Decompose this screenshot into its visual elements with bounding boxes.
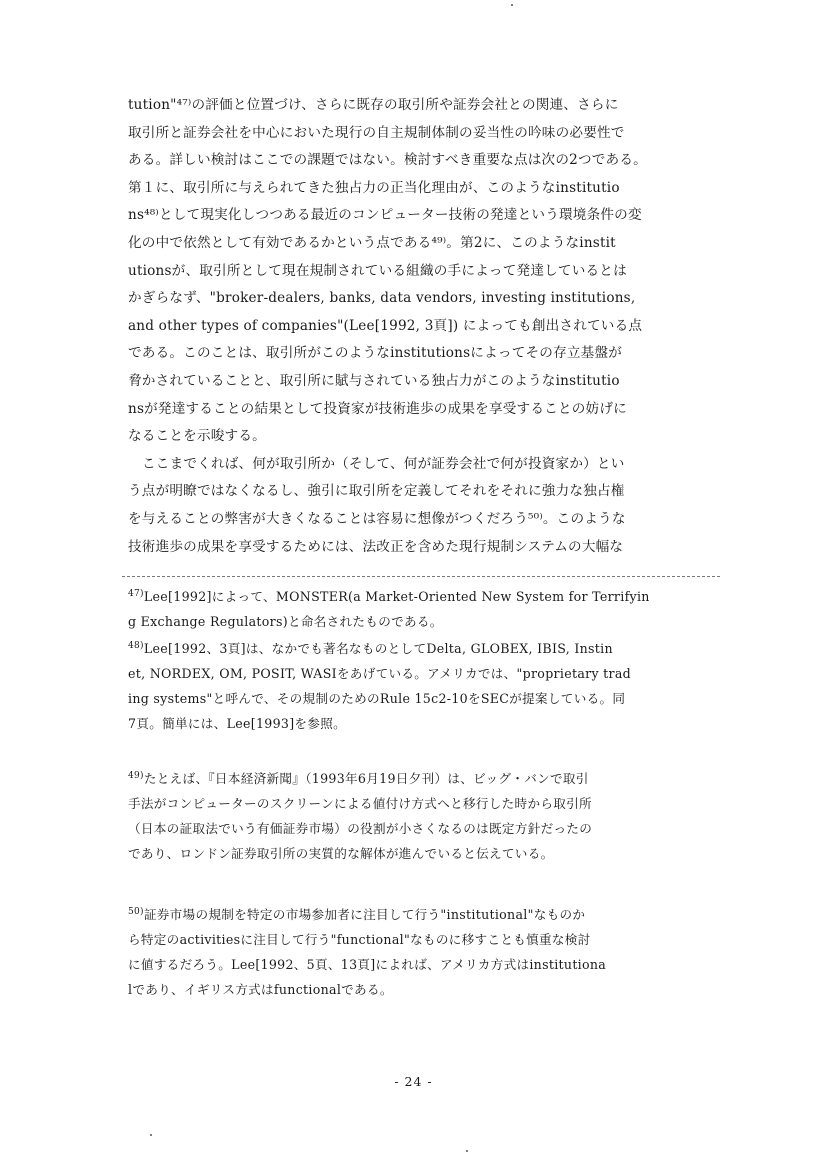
footnote-separator xyxy=(122,576,720,577)
footnote-line: $^{48)}$Lee[1992、3頁]は、なかでも著名なものとしてDelta, GLOBEX, IBIS, Instin xyxy=(128,640,613,656)
body-line: である。このことは、取引所がこのようなinstitutionsによってその存立基盤が xyxy=(128,345,623,362)
footnote-mark: 49) xyxy=(128,770,144,781)
body-line: 第１に、取引所に与えられてきた独占力の正当化理由が、このようなinstitutio xyxy=(128,179,620,196)
body-line: かぎらなず、"broker-dealers, banks, data vendors, investing institutions, xyxy=(128,290,636,307)
footnote-48 xyxy=(128,636,724,736)
footnote-line: $^{50)}$証券市場の規制を特定の市場参加者に注目して行う"institutional"なものか xyxy=(128,906,586,922)
body-line: ここまでくれば、何が取引所か（そして、何が証券会社で何が投資家か）とい xyxy=(142,455,625,472)
footnote-line: ing systems"と呼んで、その規制のためのRule 15c2-10をSECが提案している。同 xyxy=(128,691,626,706)
footnote-mark: 50) xyxy=(128,906,144,917)
footnote-line: $^{47)}$Lee[1992]によって、MONSTER(a Market-Oriented New System for Terrifyin xyxy=(128,588,650,604)
body-line: ns⁴⁸⁾として現実化しつつある最近のコンピューター技術の発達という環境条件の変 xyxy=(128,207,642,224)
scan-speck xyxy=(466,1150,468,1152)
body-line: tution"⁴⁷⁾の評価と位置づけ、さらに既存の取引所や証券会社との関連、さらに xyxy=(128,97,619,113)
footnote-line: に値するだろう。Lee[1992、5頁、13頁]によれば、アメリカ方式はinstitutiona xyxy=(128,957,607,972)
footnote-line: et, NORDEX, OM, POSIT, WASIをあげている。アメリカでは、"proprietary trad xyxy=(128,666,632,681)
footnote-mark: 48) xyxy=(128,640,144,651)
footnote-49 xyxy=(128,766,724,866)
scan-speck xyxy=(511,4,513,6)
footnote-50 xyxy=(128,902,724,1002)
footnote-47 xyxy=(128,584,724,634)
footnote-mark: 47) xyxy=(128,588,144,599)
footnote-line: （日本の証取法でいう有価証券市場）の役割が小さくなるのは既定方針だったの xyxy=(128,821,593,836)
body-line: nsが発達することの結果として投資家が技術進歩の成果を享受することの妨げに xyxy=(128,400,627,417)
body-line: 化の中で依然として有効であるかという点である⁴⁹⁾。第2に、このようなinstit xyxy=(128,234,616,251)
body-line: う点が明瞭ではなくなるし、強引に取引所を定義してそれをそれに強力な独占権 xyxy=(128,483,625,500)
body-line: ある。詳しい検討はここでの課題ではない。検討すべき重要な点は次の2つである。 xyxy=(128,152,647,169)
footnote-line: であり、ロンドン証券取引所の実質的な解体が進んでいると伝えている。 xyxy=(128,846,554,861)
scan-speck xyxy=(150,1134,152,1136)
page-number: - 24 - xyxy=(394,1074,433,1089)
body-line: and other types of companies"(Lee[1992, 3頁]) によっても創出されている点 xyxy=(128,317,643,334)
footnote-line: $^{49)}$たとえば、『日本経済新聞』（1993年6月19日夕刊）は、ビッグ・バンで取引 xyxy=(128,770,589,786)
footnote-line: lであり、イギリス方式はfunctionalである。 xyxy=(128,982,393,997)
footnote-line: g Exchange Regulators)と命名されたものである。 xyxy=(128,614,443,629)
footnote-line: ら特定のactivitiesに注目して行う"functional"なものに移すことも慎重な検討 xyxy=(128,932,591,947)
body-line: 脅かされていることと、取引所に賦与されている独占力がこのようなinstitutio xyxy=(128,372,620,389)
body-line: を与えることの弊害が大きくなることは容易に想像がつくだろう⁵⁰⁾。このような xyxy=(128,510,626,527)
main-text xyxy=(128,92,724,561)
footnote-line: 手法がコンピューターのスクリーンによる値付け方式へと移行した時から取引所 xyxy=(128,796,592,811)
body-line: 取引所と証券会社を中心においた現行の自主規制体制の妥当性の吟味の必要性で xyxy=(128,124,625,141)
body-line: なることを示唆する。 xyxy=(128,428,266,445)
footnote-line: 7頁。簡単には、Lee[1993]を参照。 xyxy=(128,716,346,731)
body-line: 技術進歩の成果を享受するためには、法改正を含めた現行規制システムの大幅な xyxy=(128,538,624,555)
body-line: utionsが、取引所として現在規制されている組織の手によって発達しているとは xyxy=(128,262,627,279)
